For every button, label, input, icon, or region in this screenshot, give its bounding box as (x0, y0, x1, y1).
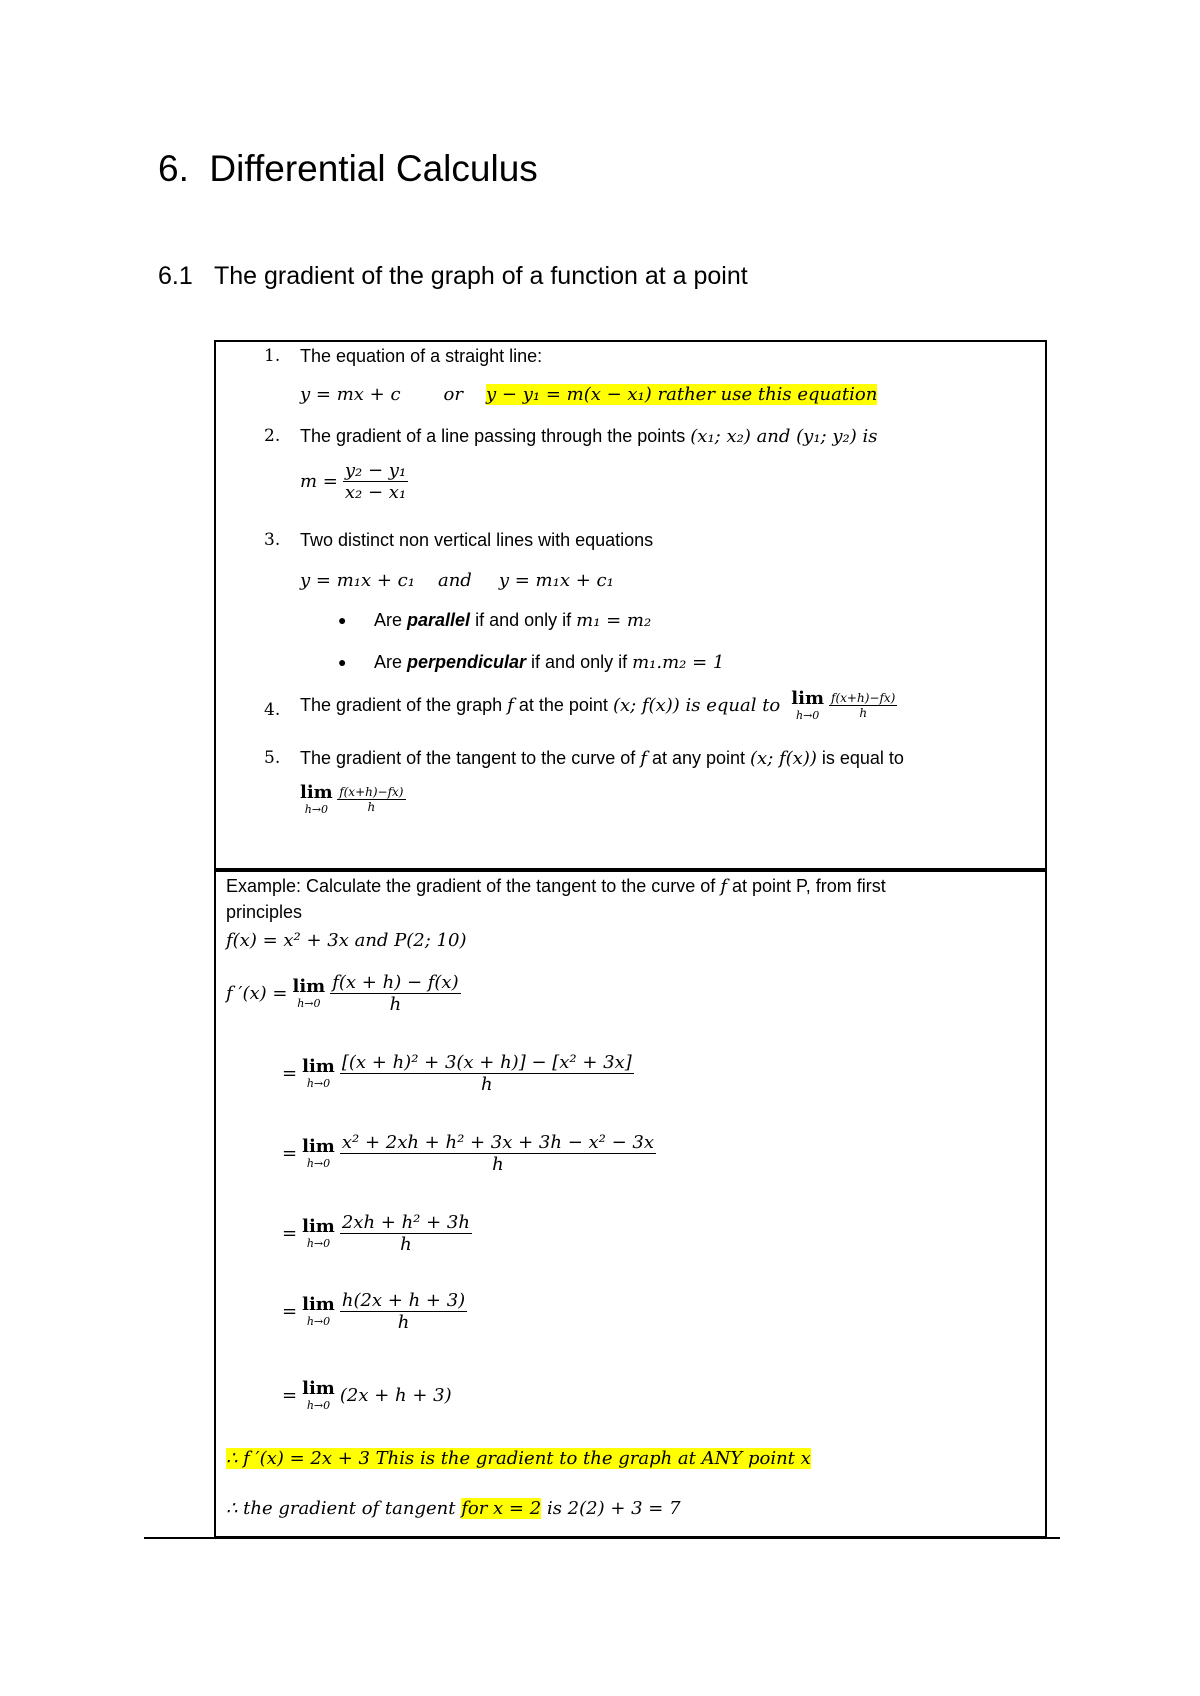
derivative-step-3 (282, 1132, 656, 1175)
perpendicular-rule (374, 652, 724, 673)
limit-operator (302, 1058, 335, 1089)
fraction-denominator: h (400, 1234, 412, 1255)
f-symbol: f (507, 695, 514, 716)
section-title (158, 262, 748, 291)
item4-point: (x; f(x)) is equal to (612, 695, 781, 716)
item4-at: at the point (518, 695, 608, 715)
item2-line (300, 426, 877, 447)
item-number: 1. (264, 346, 281, 366)
derivative-step-2 (282, 1052, 634, 1095)
item-number: 5. (264, 748, 281, 768)
equals-sign: = (282, 1385, 298, 1406)
bullet-icon: ● (338, 612, 347, 628)
item3-equations (300, 570, 614, 591)
gradient-formula (300, 460, 408, 503)
line-equation: y = mx + c (300, 384, 401, 405)
bullet-pre: Are (374, 652, 408, 672)
f-prime-label: f ′(x) = (226, 983, 288, 1004)
item1-text: The equation of a straight line: (300, 346, 543, 366)
parallel-keyword: parallel (407, 610, 471, 630)
parallel-condition: m₁ = m₂ (576, 610, 652, 631)
parallel-rule (374, 610, 651, 631)
heading-title: Differential Calculus (209, 148, 538, 189)
limit-operator (302, 1380, 335, 1411)
final-answer-highlight: for x = 2 (461, 1498, 542, 1519)
step-fraction (340, 1290, 467, 1333)
example-intro (226, 876, 886, 897)
derivative-result: ∴ f ′(x) = 2x + 3 This is the gradient to the graph at ANY point x (226, 1448, 811, 1469)
perpendicular-condition: m₁.m₂ = 1 (632, 652, 725, 673)
bullet-icon: ● (338, 654, 347, 670)
lim-subscript: h→0 (306, 1077, 331, 1090)
perpendicular-keyword: perpendicular (407, 652, 527, 672)
fraction-numerator: 2xh + h² + 3h (341, 1212, 470, 1233)
heading-number: 6. (158, 148, 189, 189)
step-fraction (340, 1132, 656, 1175)
limit-operator (300, 784, 333, 815)
example-box (214, 870, 1047, 1538)
item5-line (300, 748, 904, 769)
and-word: and (437, 570, 472, 591)
example-intro-tail: at point P, from first (732, 876, 886, 896)
final-answer-value: is 2(2) + 3 = 7 (546, 1498, 681, 1519)
limit-operator (302, 1296, 335, 1327)
derivative-step-6 (282, 1380, 452, 1411)
limit-operator (791, 690, 824, 721)
lim-subscript: h→0 (306, 1399, 331, 1412)
item2-points: (x₁; x₂) and (y₁; y₂) is (690, 426, 878, 447)
fraction-numerator: y₂ − y₁ (344, 460, 407, 481)
fraction-denominator: h (859, 706, 868, 720)
lim-subscript: h→0 (304, 803, 329, 816)
item5-point: (x; f(x)) (750, 748, 817, 769)
fraction-numerator: x² + 2xh + h² + 3x + 3h − x² − 3x (341, 1132, 655, 1153)
fraction-denominator: h (481, 1074, 493, 1095)
bullet-post: if and only if (470, 610, 577, 630)
fraction-numerator: [(x + h)² + 3(x + h)] − [x² + 3x] (341, 1052, 632, 1073)
line2-equation: y = m₁x + c₁ (498, 570, 614, 591)
fraction-numerator: f(x+h)−fx) (339, 784, 404, 799)
lim-word: lim (302, 1294, 335, 1315)
lim-subscript: h→0 (297, 997, 321, 1010)
limit-fraction (337, 785, 405, 815)
page-title (158, 148, 538, 190)
fraction-denominator: h (367, 800, 376, 814)
item-number: 2. (264, 426, 281, 446)
gradient-fraction (343, 460, 408, 503)
lim-subscript: h→0 (306, 1315, 331, 1328)
section-title-text: The gradient of the graph of a function at a point (214, 262, 748, 290)
item-number: 4. (264, 700, 281, 720)
fraction-denominator: h (389, 994, 402, 1015)
section-number: 6.1 (158, 262, 193, 290)
derivative-step-4 (282, 1212, 472, 1255)
equals-sign: = (282, 1223, 298, 1244)
fraction-denominator: h (492, 1154, 504, 1175)
final-answer (226, 1498, 681, 1519)
item2-text: The gradient of a line passing through the points (300, 426, 686, 446)
item4-line (300, 690, 897, 721)
step-fraction (340, 1052, 634, 1095)
equals-sign: = (282, 1063, 298, 1084)
limit-operator (302, 1138, 335, 1169)
lim-subscript: h→0 (795, 709, 820, 722)
fraction-numerator: h(2x + h + 3) (341, 1290, 466, 1311)
lim-word: lim (302, 1136, 335, 1157)
f-symbol: f (640, 748, 647, 769)
equals-sign: = (282, 1143, 298, 1164)
item-number: 3. (264, 530, 281, 550)
point-slope-equation: y − y₁ = m(x − x₁) rather use this equation (486, 384, 878, 405)
lim-word: lim (302, 1216, 335, 1237)
bullet-post: if and only if (526, 652, 633, 672)
derivative-step-5 (282, 1290, 467, 1333)
item5-limit (300, 784, 406, 815)
item3-text: Two distinct non vertical lines with equations (300, 530, 654, 550)
item1-equations (300, 384, 877, 405)
bullet-pre: Are (374, 610, 408, 630)
fraction-denominator: x₂ − x₁ (344, 482, 407, 503)
lim-word: lim (302, 1378, 335, 1399)
fraction-numerator: f(x + h) − f(x) (332, 972, 459, 993)
fraction-numerator: f(x+h)−fx) (831, 690, 896, 705)
item5-tail: is equal to (821, 748, 904, 768)
bottom-rule (144, 1537, 1060, 1539)
item5-text: The gradient of the tangent to the curve of (300, 748, 636, 768)
lim-word: lim (791, 688, 825, 709)
fraction-denominator: h (397, 1312, 410, 1333)
example-intro-line2: principles (226, 902, 303, 922)
step-fraction (340, 1212, 472, 1255)
facts-box (214, 340, 1047, 870)
step-fraction (330, 972, 460, 1015)
limit-expression: (2x + h + 3) (339, 1385, 452, 1406)
lim-subscript: h→0 (306, 1157, 331, 1170)
item5-at: at any point (651, 748, 746, 768)
derivative-step-1 (226, 972, 461, 1015)
example-intro-text: Example: Calculate the gradient of the tangent to the curve of (226, 876, 716, 896)
item4-text: The gradient of the graph (300, 695, 503, 715)
lim-word: lim (292, 976, 326, 997)
m-equals: m = (300, 471, 338, 492)
lim-subscript: h→0 (306, 1237, 331, 1250)
final-answer-text: ∴ the gradient of tangent (226, 1498, 456, 1519)
given-function: f(x) = x² + 3x and P(2; 10) (226, 930, 467, 951)
lim-word: lim (302, 1056, 335, 1077)
f-symbol: f (720, 876, 727, 897)
lim-word: lim (300, 782, 333, 803)
limit-operator (293, 978, 326, 1009)
equals-sign: = (282, 1301, 298, 1322)
or-word: or (443, 384, 463, 405)
line1-equation: y = m₁x + c₁ (300, 570, 415, 591)
limit-fraction (829, 691, 897, 721)
limit-operator (302, 1218, 335, 1249)
